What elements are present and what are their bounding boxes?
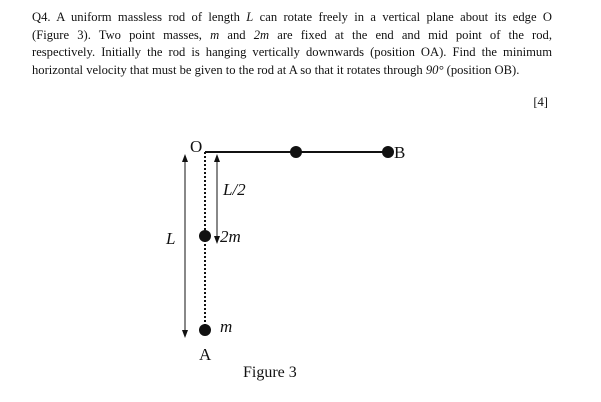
label-length-l: L xyxy=(166,229,176,248)
figure-caption: Figure 3 xyxy=(243,364,297,381)
label-end-a: A xyxy=(199,345,212,364)
mass-end-horizontal xyxy=(382,146,394,158)
question-number: Q4. xyxy=(32,10,51,24)
label-mid-mass: 2m xyxy=(220,227,241,246)
mass-mid-vertical xyxy=(199,230,211,242)
question-line-3: respectively. Initially the rod is hanging vertically downwards (position OA). Find the minimum xyxy=(32,45,552,59)
question-line-1: Q4. A uniform massless rod of length L can rotate freely in a vertical plane about its edge O xyxy=(32,10,552,24)
question-line-2: (Figure 3). Two point masses, m and 2m are fixed at the end and mid point of the rod, xyxy=(32,27,552,42)
question-line-4: horizontal velocity that must be given to the rod at A so that it rotates through 90° (position OB). xyxy=(32,62,520,77)
label-pivot-o: O xyxy=(190,137,203,156)
label-end-b: B xyxy=(394,143,406,162)
marks-label: [4] xyxy=(533,95,548,109)
label-end-mass: m xyxy=(220,317,233,336)
mass-end-vertical xyxy=(199,324,211,336)
label-half-length: L/2 xyxy=(223,180,246,199)
mass-mid-horizontal xyxy=(290,146,302,158)
